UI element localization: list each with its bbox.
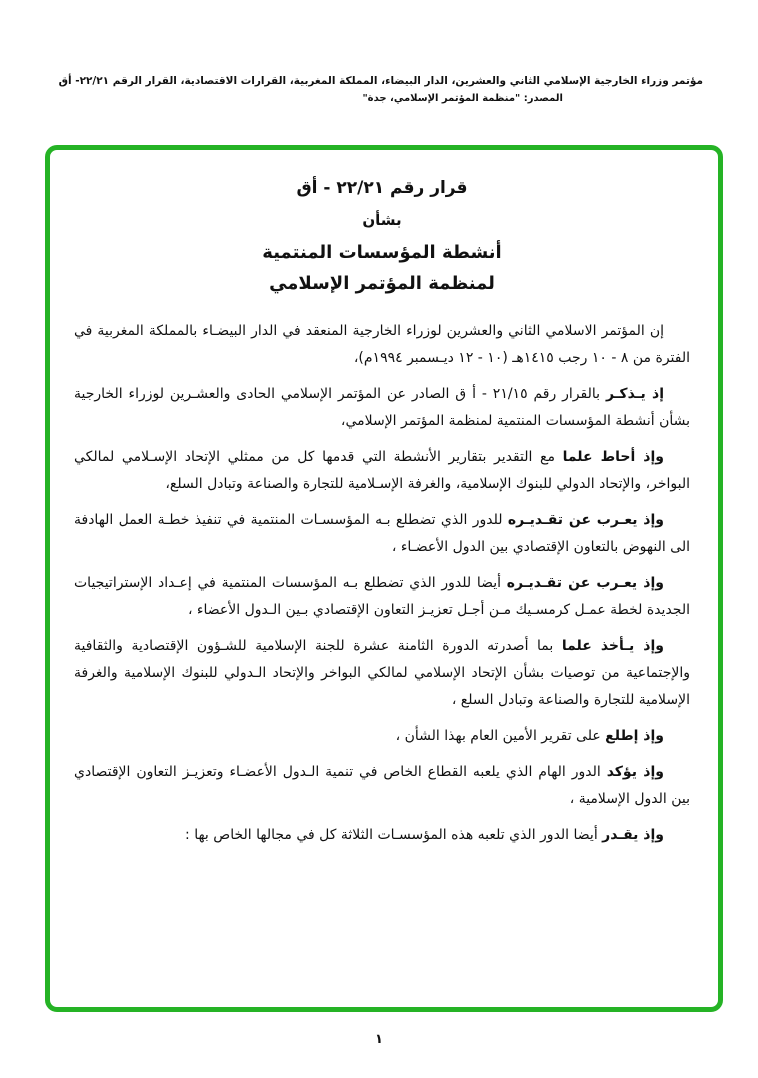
paragraph-lead: وإذ يـأخذ علما: [561, 638, 664, 654]
paragraph-text: بما أصدرته الدورة الثامنة عشرة للجنة الإسلامية للشـؤون الإقتصادية والثقافية والإجتماعية من توصيات بشأن الإتحاد الإسلامي لمالكي البواخر والإتحاد الـدولي للبنوك الإسلامية والغرفة الإسلامية للتجارة والصناعة وتبادل السلع ،: [74, 638, 690, 708]
body-paragraph: [74, 633, 690, 714]
body-paragraph: [74, 570, 690, 624]
body-paragraph: [74, 507, 690, 561]
resolution-number-title: قرار رقم ٢٢/٢١ - أق: [296, 178, 468, 198]
title-block: [74, 178, 690, 294]
paragraph-lead: وإذ يقـدر: [602, 827, 664, 843]
body-paragraph: [74, 723, 690, 750]
paragraph-lead: وإذ يعـرب عن تقـديـره: [506, 575, 664, 591]
paragraph-text: الدور الهام الذي يلعبه القطاع الخاص في تنمية الـدول الأعضـاء وتعزيـز التعاون الإقتصادي بين الدول الإسلامية ،: [74, 764, 690, 807]
paragraph-text: أيضا الدور الذي تلعبه هذه المؤسسـات الثلاثة كل في مجالها الخاص بها :: [185, 827, 603, 843]
header-citation: مؤتمر وزراء الخارجية الإسلامي الثاني والعشرين، الدار البيضاء، المملكة المغربية، القرارات الاقتصادية، القرار الرقم ٢٢/٢١- أق: [58, 75, 703, 87]
paragraph-text: أيضا للدور الذي تضطلع بـه المؤسسات المنتمية في إعـداد الإستراتيجيات الجديدة لخطة عمـل كرمسـيك مـن أجـل تعزيـز التعاون الإقتصادي بـين الـدول الأعضاء ،: [74, 575, 690, 618]
paragraph-text: مع التقدير بتقارير الأنشطة التي قدمها كل من ممثلي الإتحاد الإسـلامي لمالكي البواخر، والإتحاد الدولي للبنوك الإسلامية، والغرفة الإسـلامية للتجارة والصناعة وتبادل السلع،: [74, 449, 690, 492]
body-paragraph: [74, 822, 690, 849]
title-subject: أنشطة المؤسسات المنتمية: [262, 242, 502, 263]
body-paragraph: [74, 318, 690, 372]
body-paragraph: [74, 759, 690, 813]
body-paragraph: [74, 444, 690, 498]
content-frame: [45, 145, 723, 1012]
paragraph-text: بالقرار رقم ٢١/١٥ - أ ق الصادر عن المؤتمر الإسلامي الحادى والعشـرين لوزراء الخارجية بشأن أنشطة المؤسسات المنتمية لمنظمة المؤتمر الإسلامي،: [74, 386, 690, 429]
document-body: [74, 318, 690, 849]
paragraph-lead: وإذ يعـرب عن تقـديـره: [507, 512, 664, 528]
paragraph-text: للدور الذي تضطلع بـه المؤسسـات المنتمية في تنفيذ خطـة العمل الهادفة الى النهوض بالتعاون الإقتصادي بين الدول الأعضـاء ،: [74, 512, 690, 555]
title-regarding: بشأن: [362, 211, 402, 229]
page-number: ١: [375, 1032, 383, 1047]
paragraph-lead: وإذ أحاط علما: [562, 449, 664, 465]
paragraph-lead: وإذ يؤكد: [606, 764, 664, 780]
document-header: [50, 74, 703, 104]
paragraph-text: إن المؤتمر الاسلامي الثاني والعشرين لوزراء الخارجية المنعقد في الدار البيضـاء بالمملكة المغربية في الفترة من ٨ - ١٠ رجب ١٤١٥هـ (١٠ - ١٢ ديـسمبر ١٩٩٤م)،: [74, 323, 690, 366]
body-paragraph: [74, 381, 690, 435]
paragraph-lead: وإذ إطلع: [605, 728, 664, 744]
title-organization: لمنظمة المؤتمر الإسلامي: [269, 273, 495, 294]
paragraph-lead: إذ يـذكـر: [605, 386, 665, 402]
paragraph-text: على تقرير الأمين العام بهذا الشأن ،: [395, 728, 606, 744]
header-source: المصدر: "منظمة المؤتمر الإسلامي، جدة": [362, 92, 563, 104]
